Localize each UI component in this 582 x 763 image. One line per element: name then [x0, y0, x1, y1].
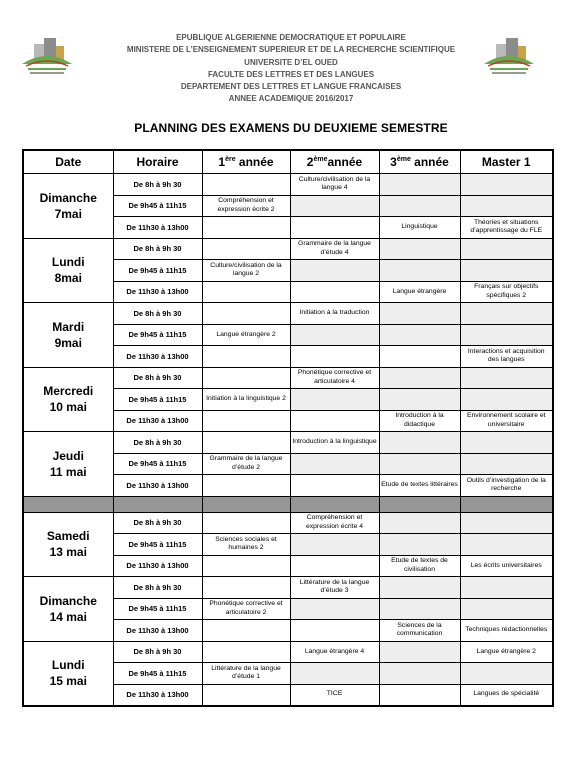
- time-slot-cell: De 8h à 9h 30: [113, 432, 202, 454]
- column-header-horaire: Horaire: [113, 150, 202, 174]
- annee2-exam-cell: [290, 598, 379, 620]
- annee3-exam-cell: [379, 641, 460, 663]
- annee1-exam-cell: [202, 238, 290, 260]
- time-slot-cell: De 9h45 à 11h15: [113, 195, 202, 217]
- annee3-exam-cell: [379, 303, 460, 325]
- day-cell: [23, 174, 113, 239]
- master1-exam-cell: [460, 534, 553, 556]
- master1-exam-cell: [460, 663, 553, 685]
- day-cell: [23, 432, 113, 497]
- time-slot-cell: De 9h45 à 11h15: [113, 324, 202, 346]
- annee3-exam-cell: [379, 684, 460, 706]
- annee3-exam-cell: [379, 195, 460, 217]
- separator-cell: [23, 496, 113, 512]
- annee1-exam-cell: [202, 555, 290, 577]
- annee3-exam-cell: [379, 389, 460, 411]
- table-row: [23, 174, 553, 196]
- table-header-row: [23, 150, 553, 174]
- annee3-exam-cell: [379, 512, 460, 534]
- annee2-exam-cell: [290, 260, 379, 282]
- time-slot-cell: De 8h à 9h 30: [113, 512, 202, 534]
- annee1-exam-cell: [202, 475, 290, 497]
- annee2-exam-cell: Initiation à la traduction: [290, 303, 379, 325]
- table-row: [23, 432, 553, 454]
- annee1-exam-cell: [202, 432, 290, 454]
- day-cell: [23, 367, 113, 432]
- master1-exam-cell: [460, 389, 553, 411]
- schedule-body: [23, 174, 553, 706]
- separator-cell: [379, 496, 460, 512]
- master1-exam-cell: Français sur objectifs spécifiques 2: [460, 281, 553, 303]
- annee2-exam-cell: Phonétique corrective et articulatoire 4: [290, 367, 379, 389]
- separator-row: [23, 496, 553, 512]
- master1-exam-cell: Langue étrangère 2: [460, 641, 553, 663]
- annee3-exam-cell: Linguistique: [379, 217, 460, 239]
- table-row: [23, 577, 553, 599]
- day-cell: [23, 512, 113, 577]
- time-slot-cell: De 9h45 à 11h15: [113, 389, 202, 411]
- master1-exam-cell: Interactions et acquisition des langues: [460, 346, 553, 368]
- annee1-exam-cell: [202, 512, 290, 534]
- master1-exam-cell: [460, 303, 553, 325]
- annee1-exam-cell: [202, 367, 290, 389]
- master1-exam-cell: Les écrits universitaires: [460, 555, 553, 577]
- day-name: Dimanche: [39, 593, 97, 608]
- annee3-exam-cell: [379, 346, 460, 368]
- time-slot-cell: De 8h à 9h 30: [113, 641, 202, 663]
- table-row: [23, 238, 553, 260]
- annee3-exam-cell: [379, 324, 460, 346]
- annee3-exam-cell: [379, 260, 460, 282]
- time-slot-cell: De 11h30 à 13h00: [113, 620, 202, 642]
- header-republic: EPUBLIQUE ALGERIENNE DEMOCRATIQUE ET POPULAIRE: [176, 33, 406, 42]
- day-date: 14 mai: [49, 609, 87, 624]
- time-slot-cell: De 8h à 9h 30: [113, 238, 202, 260]
- annee1-exam-cell: [202, 410, 290, 432]
- annee3-exam-cell: [379, 174, 460, 196]
- annee2-exam-cell: Grammaire de la langue d’étude 4: [290, 238, 379, 260]
- university-logo-left: [18, 30, 76, 80]
- time-slot-cell: De 9h45 à 11h15: [113, 663, 202, 685]
- exam-schedule-table: [22, 149, 554, 707]
- master1-exam-cell: Outils d’investigation de la recherche: [460, 475, 553, 497]
- annee1-exam-cell: [202, 217, 290, 239]
- column-header-date: Date: [23, 150, 113, 174]
- master1-exam-cell: Environnement scolaire et universitaire: [460, 410, 553, 432]
- column-header-master1: Master 1: [460, 150, 553, 174]
- separator-cell: [460, 496, 553, 512]
- annee2-exam-cell: [290, 663, 379, 685]
- annee3-exam-cell: [379, 432, 460, 454]
- day-cell: [23, 238, 113, 303]
- day-name: Samedi: [46, 529, 90, 544]
- time-slot-cell: De 9h45 à 11h15: [113, 598, 202, 620]
- master1-exam-cell: [460, 174, 553, 196]
- annee1-exam-cell: [202, 684, 290, 706]
- time-slot-cell: De 8h à 9h 30: [113, 577, 202, 599]
- header-faculty: FACULTE DES LETTRES ET DES LANGUES: [207, 69, 375, 79]
- time-slot-cell: De 9h45 à 11h15: [113, 453, 202, 475]
- column-header-annee2: 2èmeannée: [290, 150, 379, 174]
- annee2-exam-cell: Culture/civilisation de la langue 4: [290, 174, 379, 196]
- time-slot-cell: De 8h à 9h 30: [113, 174, 202, 196]
- annee2-exam-cell: Langue étrangère 4: [290, 641, 379, 663]
- annee2-exam-cell: [290, 346, 379, 368]
- annee3-exam-cell: [379, 663, 460, 685]
- annee2-exam-cell: [290, 389, 379, 411]
- annee3-exam-cell: [379, 534, 460, 556]
- annee1-exam-cell: Sciences sociales et humaines 2: [202, 534, 290, 556]
- annee2-exam-cell: Introduction à la linguistique: [290, 432, 379, 454]
- annee3-exam-cell: Etude de textes littéraires: [379, 475, 460, 497]
- day-name: Mercredi: [43, 384, 94, 399]
- master1-exam-cell: [460, 598, 553, 620]
- separator-cell: [290, 496, 379, 512]
- annee2-exam-cell: [290, 534, 379, 556]
- time-slot-cell: De 11h30 à 13h00: [113, 217, 202, 239]
- annee1-exam-cell: Compréhension et expression écrite 2: [202, 195, 290, 217]
- day-date: 11 mai: [49, 464, 87, 479]
- time-slot-cell: De 9h45 à 11h15: [113, 260, 202, 282]
- annee2-exam-cell: Littérature de la langue d’étude 3: [290, 577, 379, 599]
- time-slot-cell: De 11h30 à 13h00: [113, 475, 202, 497]
- annee3-exam-cell: [379, 598, 460, 620]
- day-name: Lundi: [51, 255, 85, 270]
- day-date: 9mai: [54, 335, 82, 350]
- annee2-exam-cell: [290, 410, 379, 432]
- annee1-exam-cell: Littérature de la langue d’étude 1: [202, 663, 290, 685]
- day-name: Jeudi: [52, 448, 84, 463]
- day-date: 13 mai: [49, 545, 87, 560]
- day-name: Dimanche: [39, 190, 97, 205]
- annee3-exam-cell: [379, 238, 460, 260]
- day-cell: [23, 303, 113, 368]
- annee3-exam-cell: Sciences de la communication: [379, 620, 460, 642]
- institution-header: [100, 32, 482, 106]
- day-cell: [23, 577, 113, 642]
- master1-exam-cell: [460, 238, 553, 260]
- day-date: 10 mai: [49, 400, 87, 415]
- time-slot-cell: De 11h30 à 13h00: [113, 410, 202, 432]
- annee3-exam-cell: Etude de textes de civilisation: [379, 555, 460, 577]
- annee1-exam-cell: [202, 281, 290, 303]
- annee1-exam-cell: Phonétique corrective et articulatoire 2: [202, 598, 290, 620]
- time-slot-cell: De 8h à 9h 30: [113, 303, 202, 325]
- master1-exam-cell: [460, 432, 553, 454]
- annee2-exam-cell: [290, 281, 379, 303]
- annee1-exam-cell: Culture/civilisation de la langue 2: [202, 260, 290, 282]
- header-academic-year: ANNEE ACADEMIQUE 2016/2017: [228, 94, 354, 104]
- university-logo-right: [480, 30, 538, 80]
- annee1-exam-cell: Grammaire de la langue d’étude 2: [202, 453, 290, 475]
- separator-cell: [202, 496, 290, 512]
- annee1-exam-cell: Initiation à la linguistique 2: [202, 389, 290, 411]
- time-slot-cell: De 11h30 à 13h00: [113, 555, 202, 577]
- annee1-exam-cell: [202, 641, 290, 663]
- master1-exam-cell: [460, 324, 553, 346]
- annee2-exam-cell: [290, 620, 379, 642]
- header-university: UNIVERSITE D’EL OUED: [244, 57, 338, 67]
- annee2-exam-cell: [290, 453, 379, 475]
- annee2-exam-cell: [290, 475, 379, 497]
- annee1-exam-cell: [202, 346, 290, 368]
- annee1-exam-cell: Langue étrangère 2: [202, 324, 290, 346]
- table-row: [23, 512, 553, 534]
- annee3-exam-cell: [379, 367, 460, 389]
- day-date: 15 mai: [49, 674, 87, 688]
- annee1-exam-cell: [202, 303, 290, 325]
- master1-exam-cell: [460, 367, 553, 389]
- day-date: 7mai: [54, 206, 82, 221]
- time-slot-cell: De 11h30 à 13h00: [113, 684, 202, 706]
- time-slot-cell: De 11h30 à 13h00: [113, 346, 202, 368]
- column-header-annee3: 3ème année: [379, 150, 460, 174]
- page-title: PLANNING DES EXAMENS DU DEUXIEME SEMESTRE: [134, 121, 448, 135]
- annee2-exam-cell: TICE: [290, 684, 379, 706]
- time-slot-cell: De 11h30 à 13h00: [113, 281, 202, 303]
- column-header-annee1: 1ère année: [202, 150, 290, 174]
- annee2-exam-cell: [290, 555, 379, 577]
- master1-exam-cell: [460, 577, 553, 599]
- time-slot-cell: De 9h45 à 11h15: [113, 534, 202, 556]
- master1-exam-cell: Techniques rédactionnelles: [460, 620, 553, 642]
- master1-exam-cell: [460, 195, 553, 217]
- master1-exam-cell: Langues de spécialité: [460, 684, 553, 706]
- day-name: Mardi: [52, 319, 85, 334]
- day-cell: [23, 641, 113, 706]
- annee2-exam-cell: [290, 217, 379, 239]
- annee3-exam-cell: [379, 577, 460, 599]
- annee2-exam-cell: [290, 324, 379, 346]
- annee3-exam-cell: Introduction à la didactique: [379, 410, 460, 432]
- master1-exam-cell: [460, 260, 553, 282]
- annee2-exam-cell: [290, 195, 379, 217]
- master1-exam-cell: Théories et situations d’apprentissage du FLE: [460, 217, 553, 239]
- day-date: 8mai: [54, 271, 82, 286]
- master1-exam-cell: [460, 512, 553, 534]
- separator-cell: [113, 496, 202, 512]
- annee1-exam-cell: [202, 620, 290, 642]
- annee2-exam-cell: Compréhension et expression écrite 4: [290, 512, 379, 534]
- header-ministry: MINISTERE DE L’ENSEIGNEMENT SUPERIEUR ET DE LA RECHERCHE SCIENTIFIQUE: [126, 45, 456, 55]
- table-row: [23, 641, 553, 663]
- day-name: Lundi: [51, 658, 85, 672]
- master1-exam-cell: [460, 453, 553, 475]
- table-row: [23, 367, 553, 389]
- annee3-exam-cell: [379, 453, 460, 475]
- annee1-exam-cell: [202, 174, 290, 196]
- header-department: DEPARTEMENT DES LETTRES ET LANGUE FRANCAISES: [180, 82, 402, 92]
- annee3-exam-cell: Langue étrangère: [379, 281, 460, 303]
- table-row: [23, 303, 553, 325]
- time-slot-cell: De 8h à 9h 30: [113, 367, 202, 389]
- annee1-exam-cell: [202, 577, 290, 599]
